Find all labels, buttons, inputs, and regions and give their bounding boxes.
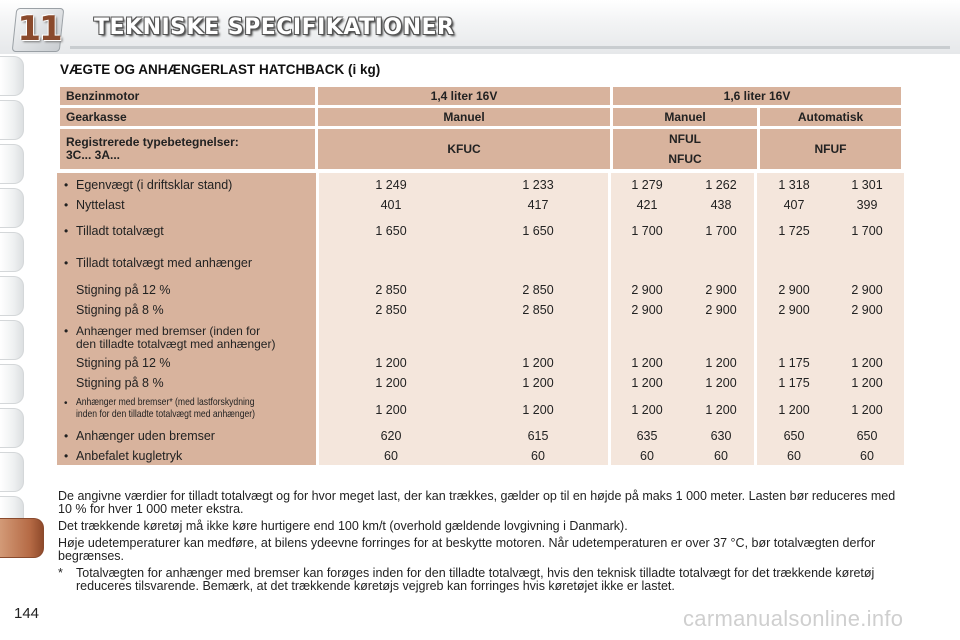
side-tab-6[interactable] — [0, 276, 24, 316]
side-tabs — [0, 56, 26, 626]
side-tab-2[interactable] — [0, 100, 24, 140]
spec-table-header — [57, 84, 904, 172]
header-cell: 1,4 liter 16V — [318, 87, 610, 105]
side-tab-9[interactable] — [0, 408, 24, 448]
header-cell: KFUC — [318, 129, 610, 169]
side-tab-10[interactable] — [0, 452, 24, 492]
footnote-mark: * — [58, 566, 63, 580]
value-cell: 650 — [856, 429, 878, 443]
value-cell: 2 900 — [851, 283, 883, 297]
row-label: Tilladt totalvægt med anhænger — [76, 256, 253, 270]
value-cell: 1 175 — [778, 376, 810, 390]
value-cell: 1 700 — [851, 224, 883, 238]
header-divider — [70, 46, 950, 49]
value-cell: 401 — [380, 198, 402, 212]
row-label: Stigning på 12 % — [76, 356, 171, 370]
note-footnote — [58, 567, 906, 593]
note-altitude: De angivne værdier for tilladt totalvægt og for hvor meget last, der kan trækkes, gælder op til en højde på maks 1 000 meter. Lasten bør reduceres med 10 % for hver 1 000 meter ekstra. — [58, 489, 896, 516]
value-cell: 2 900 — [631, 303, 663, 317]
row-label: Anbefalet kugletryk — [76, 449, 183, 463]
value-cell: 1 200 — [851, 356, 883, 370]
value-cell: 2 850 — [375, 283, 407, 297]
value-cell: 2 850 — [522, 303, 554, 317]
value-cell: 1 301 — [851, 178, 883, 192]
value-cell: 615 — [527, 429, 549, 443]
value-cell: 60 — [860, 449, 874, 463]
row-label: Stigning på 8 % — [76, 376, 164, 390]
row-label-cont: inden for den tilladte totalvægt med anhænger) — [76, 408, 256, 420]
value-cell: 1 200 — [778, 403, 810, 417]
notes — [58, 490, 906, 597]
value-cell: 60 — [640, 449, 654, 463]
value-cell: 1 650 — [375, 224, 407, 238]
value-cell: 1 175 — [778, 356, 810, 370]
value-cell: 620 — [380, 429, 402, 443]
value-cell: 60 — [714, 449, 728, 463]
value-cell: 1 200 — [522, 356, 554, 370]
type-code: NFUC — [668, 152, 702, 166]
header-cell: Manuel — [318, 108, 610, 126]
value-cell: 1 650 — [522, 224, 554, 238]
value-cell: 1 200 — [375, 356, 407, 370]
header-row-types — [60, 129, 901, 169]
side-tab-active[interactable] — [0, 518, 44, 558]
value-cell: 2 850 — [522, 283, 554, 297]
header-row-gearbox — [60, 108, 901, 126]
header-row-engine — [60, 87, 901, 105]
side-tab-4[interactable] — [0, 188, 24, 228]
row-label: Stigning på 8 % — [76, 303, 164, 317]
row-label: Anhænger med bremser* (med lastforskydning — [76, 396, 255, 408]
page-title: TEKNISKE SPECIFIKATIONER — [94, 15, 455, 40]
header-cell: Manuel — [613, 108, 757, 126]
value-cell: 1 200 — [631, 403, 663, 417]
footnote-text: Totalvægten for anhænger med bremser kan forøges inden for den tilladte totalvægt, hvis den teknisk tilladte totalvægt for det trækkende køretøj reduceres tilsvarende. Bemærk, at det trækkende køretøjs vejgreb kan forringes hvis køretøjet ikke er lastet. — [76, 566, 875, 593]
chapter-number: 11 — [17, 9, 61, 49]
value-cell: 1 700 — [631, 224, 663, 238]
note-speed: Det trækkende køretøj må ikke køre hurtigere end 100 km/t (overhold gældende lovgivning i Danmark). — [58, 519, 628, 533]
value-column-16-manual — [611, 173, 754, 465]
value-cell: 407 — [783, 198, 805, 212]
value-cell: 60 — [787, 449, 801, 463]
section-title: VÆGTE OG ANHÆNGERLAST HATCHBACK (i kg) — [60, 62, 381, 77]
value-cell: 60 — [531, 449, 545, 463]
value-cell: 1 200 — [375, 403, 407, 417]
value-column-16-auto — [757, 173, 904, 465]
value-cell: 1 200 — [522, 403, 554, 417]
header-label: Gearkasse — [60, 108, 315, 126]
value-cell: 630 — [710, 429, 732, 443]
value-cell: 1 200 — [631, 356, 663, 370]
note-temperature: Høje udetemperaturer kan medføre, at bilens ydeevne forringes for at beskytte motoren. Når udetemperaturen er over 37 °C, bør totalvægten derfor begrænses. — [58, 536, 876, 563]
header-label: Benzinmotor — [60, 87, 315, 105]
header-label-line1: Registrerede typebetegnelser: — [66, 135, 239, 149]
watermark: carmanualsonline.info — [683, 606, 904, 631]
value-cell: 1 200 — [705, 376, 737, 390]
value-cell: 2 900 — [705, 303, 737, 317]
value-cell: 60 — [384, 449, 398, 463]
value-cell: 1 200 — [705, 403, 737, 417]
header-cell: Automatisk — [760, 108, 901, 126]
value-cell: 2 900 — [705, 283, 737, 297]
value-cell: 421 — [636, 198, 658, 212]
value-cell: 438 — [710, 198, 732, 212]
value-cell: 650 — [783, 429, 805, 443]
side-tab-8[interactable] — [0, 364, 24, 404]
value-cell: 1 200 — [705, 356, 737, 370]
value-cell: 2 900 — [778, 283, 810, 297]
row-label-cont: den tilladte totalvægt med anhænger) — [76, 337, 276, 351]
header-label — [60, 129, 315, 169]
row-label: Tilladt totalvægt — [76, 224, 164, 238]
side-tab-5[interactable] — [0, 232, 24, 272]
header-cell: NFUF — [760, 129, 901, 169]
type-code: NFUL — [669, 132, 701, 146]
value-cell: 1 200 — [375, 376, 407, 390]
value-column-14 — [319, 173, 608, 465]
header-cell — [613, 129, 757, 169]
value-cell: 1 200 — [851, 403, 883, 417]
row-label: Egenvægt (i driftsklar stand) — [76, 178, 233, 192]
value-cell: 1 200 — [851, 376, 883, 390]
value-cell: 1 700 — [705, 224, 737, 238]
value-cell: 2 900 — [778, 303, 810, 317]
side-tab-7[interactable] — [0, 320, 24, 360]
value-cell: 1 262 — [705, 178, 737, 192]
value-cell: 2 900 — [631, 283, 663, 297]
value-cell: 1 200 — [631, 376, 663, 390]
label-column — [57, 173, 316, 465]
value-cell: 1 279 — [631, 178, 663, 192]
value-cell: 399 — [856, 198, 878, 212]
value-cell: 417 — [527, 198, 549, 212]
value-cell: 2 900 — [851, 303, 883, 317]
value-cell: 1 725 — [778, 224, 810, 238]
header-label-line2: 3C... 3A... — [66, 148, 121, 162]
header-cell: 1,6 liter 16V — [613, 87, 901, 105]
value-cell: 2 850 — [375, 303, 407, 317]
row-label: Stigning på 12 % — [76, 283, 171, 297]
side-tab-3[interactable] — [0, 144, 24, 184]
value-cell: 1 318 — [778, 178, 810, 192]
value-cell: 1 249 — [375, 178, 407, 192]
row-label: Anhænger uden bremser — [76, 429, 215, 443]
side-tab-1[interactable] — [0, 56, 24, 96]
value-cell: 635 — [636, 429, 658, 443]
value-cell: 1 200 — [522, 376, 554, 390]
page-number: 144 — [14, 605, 40, 622]
value-cell: 1 233 — [522, 178, 554, 192]
row-label: Anhænger med bremser (inden for — [76, 324, 261, 338]
row-label: Nyttelast — [76, 198, 125, 212]
